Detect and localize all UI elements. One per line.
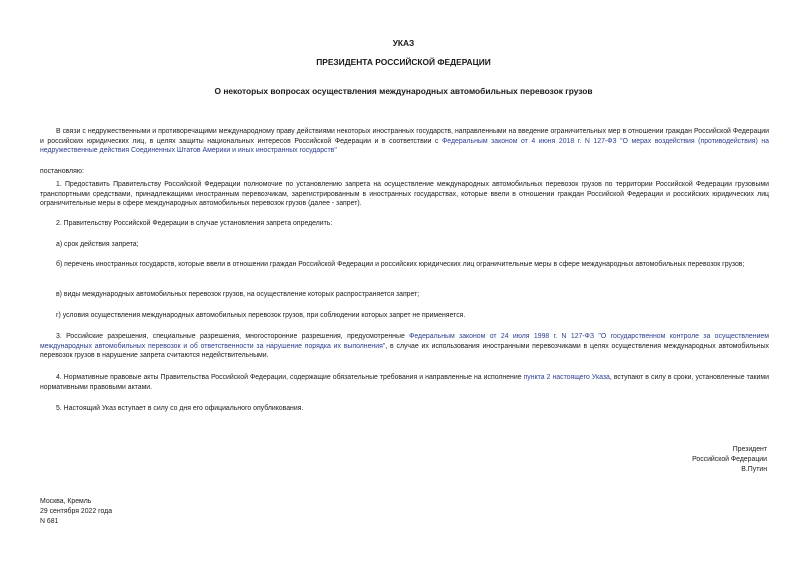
paragraph-item-2a: а) срок действия запрета; — [56, 241, 139, 248]
signature-country: Российской Федерации — [692, 456, 767, 463]
item-2-reference-link[interactable]: пункта 2 настоящего Указа — [523, 374, 610, 381]
paragraph-item-1: 1. Предоставить Правительству Российской Федерации полномочие по установлению запрета на осуществление международных автомобильных перевозок грузов по территории Российской Федерации грузовыми транспортными средствами, принадлежащими иностранным перевозчикам, зарегистрированным в иностранных государствах, которые ввели в отношении граждан Российской Федерации и российских юридических лиц ограничительные меры в сфере международных автомобильных перевозок грузов (далее - запрет). — [40, 181, 769, 208]
preamble-text: В связи с недружественными и противоречащими международному праву действиями некоторых иностранных государств, направленными на введение ограничительных мер в отношении граждан Российской Федерации и российских юридических лиц, в целях защиты национальных интересов Российской Федерации и в соответствии с — [40, 128, 769, 145]
signature-block — [567, 445, 767, 475]
paragraph-item-2g: г) условия осуществления международных автомобильных перевозок грузов, при соблюдении которых запрет не применяется. — [56, 312, 466, 319]
law-link-2018[interactable]: Федеральным законом от 4 июня 2018 г. N 127-ФЗ "О мерах воздействия (противодействия) на недружественные действия Соединенных Штатов Америки и иных иностранных государств" — [40, 137, 770, 155]
paragraph-item-2b: б) перечень иностранных государств, которые ввели в отношении граждан Российской Федерации и российских юридических лиц ограничительные меры в сфере международных автомобильных перевозок грузов; — [56, 261, 745, 268]
law-link-1998[interactable]: Федеральным законом от 24 июля 1998 г. N 127-ФЗ "О государственном контроле за осуществлением международных автомобильных перевозок и об ответственности за нарушение порядка их выполнения" — [40, 333, 769, 350]
footer-place: Москва, Кремль — [40, 498, 92, 505]
paragraph-item-2: 2. Правительству Российской Федерации в случае установления запрета определить: — [56, 220, 333, 227]
item-3-text-b: , в случае их использования иностранными перевозчиками в целях осуществления международных автомобильных перевозок грузов в нарушение запрета считаются недействительными. — [40, 342, 769, 360]
paragraph-preamble — [40, 127, 769, 156]
item-4-text-b: , вступают в силу в сроки, установленные такими нормативными правовыми актами. — [40, 374, 769, 391]
paragraph-item-5: 5. Настоящий Указ вступает в силу со дня его официального опубликования. — [56, 405, 304, 412]
doc-subject: О некоторых вопросах осуществления международных автомобильных перевозок грузов — [214, 86, 593, 96]
footer-block — [40, 497, 240, 527]
item-4-text-a: 4. Нормативные правовые акты Правительства Российской Федерации, содержащие обязательные требования и направленные на исполнение — [56, 374, 524, 381]
signature-name: В.Путин — [741, 466, 767, 473]
footer-number: N 681 — [40, 518, 59, 525]
paragraph-item-4 — [40, 373, 769, 392]
paragraph-item-2v: в) виды международных автомобильных перевозок грузов, на осуществление которых распространяется запрет; — [56, 291, 420, 298]
footer-date: 29 сентября 2022 года — [40, 508, 113, 515]
doc-title-president: ПРЕЗИДЕНТА РОССИЙСКОЙ ФЕДЕРАЦИИ — [316, 57, 491, 67]
signature-title: Президент — [732, 446, 767, 453]
paragraph-decree: постановляю: — [40, 168, 84, 175]
item-3-text-a: 3. Российские разрешения, специальные разрешения, многосторонние разрешения, предусмотренные — [56, 333, 410, 340]
paragraph-item-3 — [40, 332, 769, 361]
doc-title-ukaz: УКАЗ — [392, 38, 415, 48]
